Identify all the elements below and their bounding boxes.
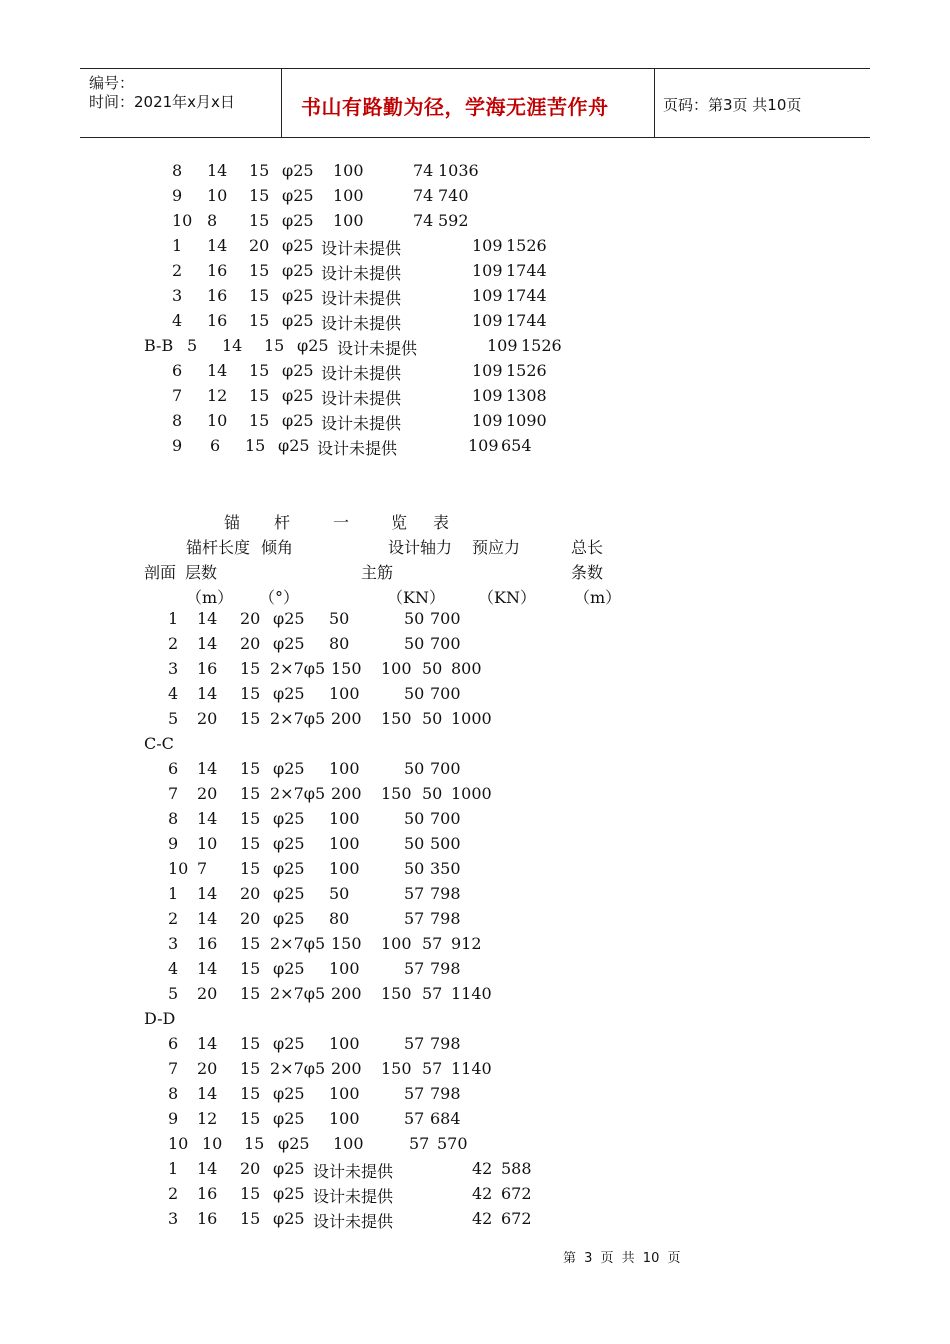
cell-rebar: φ25 [278, 436, 310, 455]
cell-length: 6 [210, 436, 221, 455]
unit-kn: （KN） [387, 588, 445, 607]
cell-total: 672 [501, 1184, 532, 1203]
header-motto-cell [281, 69, 654, 137]
cell-no: 8 [168, 1084, 179, 1103]
cell-count: 570 [437, 1134, 468, 1153]
cell-count: 350 [430, 859, 461, 878]
cell-length: 20 [197, 709, 218, 728]
cell-axial: 100 [329, 684, 360, 703]
cell-no: 8 [172, 411, 183, 430]
cell-no: 6 [168, 1034, 179, 1053]
cell-axial: 50 [329, 609, 350, 628]
cell-angle: 20 [240, 609, 261, 628]
cell-no: 3 [168, 1209, 179, 1228]
cell-prestress: 74 [413, 161, 434, 180]
cell-prestress: 100 [381, 934, 412, 953]
cell-angle: 15 [249, 311, 270, 330]
cell-rebar: φ25 [273, 759, 305, 778]
cell-no: 1 [168, 609, 179, 628]
cell-angle: 15 [249, 161, 270, 180]
cell-angle: 15 [264, 336, 285, 355]
cell-rebar: φ25 [273, 1034, 305, 1053]
cell-count: 1000 [451, 784, 492, 803]
header-layers: 层数 [185, 563, 218, 582]
cell-length: 14 [207, 236, 228, 255]
cell-length: 14 [222, 336, 243, 355]
cell-no: 2 [172, 261, 183, 280]
cell-rebar: 2×7φ5 [270, 1059, 326, 1078]
cell-length: 20 [197, 1059, 218, 1078]
cell-length: 10 [202, 1134, 223, 1153]
cell-axial: 100 [329, 834, 360, 853]
cell-total: 1526 [506, 236, 547, 255]
cell-total: 1744 [506, 311, 547, 330]
cell-axial: 设计未提供 [313, 1187, 394, 1206]
cell-rebar: φ25 [273, 634, 305, 653]
cell-axial: 100 [329, 959, 360, 978]
cell-total: 1308 [506, 386, 547, 405]
cell-angle: 15 [240, 809, 261, 828]
cell-axial: 150 [331, 934, 362, 953]
unit-kn: （KN） [478, 588, 536, 607]
cell-count: 1140 [451, 984, 492, 1003]
cell-no: 3 [168, 934, 179, 953]
cell-axial: 100 [333, 1134, 364, 1153]
page-header [80, 68, 870, 138]
cell-no: 2 [168, 1184, 179, 1203]
cell-length: 16 [197, 934, 218, 953]
cell-rebar: φ25 [273, 609, 305, 628]
cell-angle: 20 [249, 236, 270, 255]
cell-no: 2 [168, 634, 179, 653]
cell-prestress: 109 [472, 411, 503, 430]
cell-prestress: 100 [381, 659, 412, 678]
cell-no: 5 [168, 709, 179, 728]
cell-count: 684 [430, 1109, 461, 1128]
cell-no: 4 [168, 684, 179, 703]
cell-no: 5 [187, 336, 198, 355]
cell-no: 3 [168, 659, 179, 678]
cell-angle: 15 [240, 759, 261, 778]
cell-length: 20 [197, 784, 218, 803]
cell-angle: 15 [240, 834, 261, 853]
header-total: 总长 [571, 538, 604, 557]
cell-total: 1526 [521, 336, 562, 355]
cell-angle: 15 [249, 211, 270, 230]
cell-no: 9 [172, 436, 183, 455]
section-label: B-B [144, 336, 174, 355]
cell-rebar: φ25 [282, 236, 314, 255]
cell-rebar: φ25 [273, 959, 305, 978]
cell-prestress: 150 [381, 1059, 412, 1078]
cell-rebar: φ25 [282, 286, 314, 305]
cell-length: 20 [197, 984, 218, 1003]
cell-length: 10 [207, 186, 228, 205]
cell-rebar: 2×7φ5 [270, 984, 326, 1003]
cell-axial: 设计未提供 [321, 414, 402, 433]
header-length: 锚杆长度 [186, 538, 251, 557]
header-section: 剖面 [144, 563, 177, 582]
cell-prestress: 150 [381, 784, 412, 803]
cell-angle: 15 [240, 659, 261, 678]
cell-angle: 15 [249, 411, 270, 430]
cell-rebar: φ25 [273, 859, 305, 878]
cell-count: 1000 [451, 709, 492, 728]
cell-count: 500 [430, 834, 461, 853]
cell-axial: 100 [329, 1034, 360, 1053]
cell-prestress: 109 [472, 286, 503, 305]
cell-no: 9 [168, 834, 179, 853]
cell-axial: 150 [331, 659, 362, 678]
cell-length: 10 [207, 411, 228, 430]
cell-total: 740 [438, 186, 469, 205]
header-prestress: 预应力 [472, 538, 521, 557]
cell-no: 7 [168, 784, 179, 803]
cell-length: 14 [197, 909, 218, 928]
cell-total: 1744 [506, 261, 547, 280]
cell-rebar: 2×7φ5 [270, 659, 326, 678]
cell-rebar: φ25 [273, 1209, 305, 1228]
cell-angle: 20 [240, 634, 261, 653]
cell-angle: 20 [240, 884, 261, 903]
title-char: 览 [391, 513, 408, 532]
cell-axial: 200 [331, 984, 362, 1003]
cell-axial: 80 [329, 634, 350, 653]
cell-length: 14 [197, 609, 218, 628]
cell-count: 700 [430, 809, 461, 828]
unit-m: （m） [186, 588, 234, 607]
cell-count: 798 [430, 959, 461, 978]
cell-no: 10 [168, 1134, 189, 1153]
cell-no: 1 [172, 236, 183, 255]
cell-count: 1140 [451, 1059, 492, 1078]
cell-count: 700 [430, 684, 461, 703]
cell-axial: 设计未提供 [321, 389, 402, 408]
cell-no: 5 [168, 984, 179, 1003]
cell-no: 4 [168, 959, 179, 978]
cell-total: 588 [501, 1159, 532, 1178]
header-page-cell [654, 69, 870, 137]
cell-angle: 15 [240, 984, 261, 1003]
cell-no: 6 [172, 361, 183, 380]
section-label: C-C [144, 734, 174, 753]
cell-no: 10 [172, 211, 193, 230]
cell-prestress: 109 [472, 386, 503, 405]
cell-rebar: φ25 [273, 834, 305, 853]
section-label: D-D [144, 1009, 176, 1028]
cell-no: 4 [172, 311, 183, 330]
cell-total: 672 [501, 1209, 532, 1228]
cell-prestress: 109 [472, 311, 503, 330]
unit-m: （m） [574, 588, 622, 607]
cell-count: 798 [430, 1084, 461, 1103]
cell-count: 912 [451, 934, 482, 953]
cell-length: 16 [197, 659, 218, 678]
cell-prestress: 42 [472, 1209, 493, 1228]
cell-total: 57 [409, 1134, 430, 1153]
time-label: 时间：2021年x月x日 [89, 93, 235, 111]
cell-no: 6 [168, 759, 179, 778]
cell-length: 16 [197, 1184, 218, 1203]
cell-rebar: φ25 [282, 186, 314, 205]
cell-axial: 80 [329, 909, 350, 928]
cell-angle: 15 [240, 959, 261, 978]
unit-deg: （°） [259, 588, 300, 607]
cell-length: 14 [197, 959, 218, 978]
cell-length: 7 [197, 859, 208, 878]
cell-rebar: φ25 [282, 361, 314, 380]
title-char: 一 [333, 513, 350, 532]
cell-rebar: φ25 [278, 1134, 310, 1153]
cell-no: 7 [168, 1059, 179, 1078]
cell-total: 57 [404, 1084, 425, 1103]
cell-length: 12 [197, 1109, 218, 1128]
cell-angle: 15 [240, 1184, 261, 1203]
cell-angle: 15 [240, 1084, 261, 1103]
cell-no: 1 [168, 1159, 179, 1178]
cell-length: 16 [207, 311, 228, 330]
cell-rebar: φ25 [273, 884, 305, 903]
cell-prestress: 109 [472, 236, 503, 255]
cell-angle: 15 [240, 784, 261, 803]
header-info-cell [80, 69, 281, 137]
cell-total: 57 [404, 909, 425, 928]
cell-no: 8 [168, 809, 179, 828]
cell-no: 8 [172, 161, 183, 180]
cell-axial: 100 [329, 859, 360, 878]
cell-prestress: 109 [487, 336, 518, 355]
cell-total: 1526 [506, 361, 547, 380]
header-rebar: 主筋 [361, 563, 394, 582]
cell-axial: 设计未提供 [321, 264, 402, 283]
cell-length: 10 [197, 834, 218, 853]
cell-rebar: φ25 [282, 386, 314, 405]
cell-length: 14 [197, 1159, 218, 1178]
cell-rebar: φ25 [273, 809, 305, 828]
cell-prestress: 74 [413, 211, 434, 230]
cell-rebar: φ25 [273, 684, 305, 703]
cell-axial: 设计未提供 [313, 1162, 394, 1181]
cell-axial: 设计未提供 [321, 289, 402, 308]
cell-total: 57 [422, 934, 443, 953]
cell-length: 14 [197, 634, 218, 653]
cell-prestress: 109 [472, 361, 503, 380]
cell-axial: 设计未提供 [317, 439, 398, 458]
cell-axial: 设计未提供 [321, 364, 402, 383]
cell-count: 798 [430, 909, 461, 928]
cell-angle: 15 [249, 261, 270, 280]
cell-total: 50 [404, 759, 425, 778]
cell-total: 50 [404, 859, 425, 878]
cell-rebar: φ25 [273, 1109, 305, 1128]
cell-axial: 100 [333, 186, 364, 205]
cell-axial: 50 [329, 884, 350, 903]
cell-axial: 100 [333, 161, 364, 180]
cell-angle: 15 [245, 436, 266, 455]
cell-no: 7 [172, 386, 183, 405]
cell-total: 50 [404, 634, 425, 653]
header-count: 条数 [571, 563, 604, 582]
cell-prestress: 109 [468, 436, 499, 455]
cell-no: 10 [168, 859, 189, 878]
cell-total: 50 [404, 834, 425, 853]
cell-length: 12 [207, 386, 228, 405]
cell-axial: 100 [329, 1109, 360, 1128]
cell-total: 50 [404, 609, 425, 628]
header-axial: 设计轴力 [388, 538, 453, 557]
cell-count: 798 [430, 884, 461, 903]
cell-rebar: φ25 [282, 261, 314, 280]
cell-total: 1090 [506, 411, 547, 430]
cell-rebar: 2×7φ5 [270, 934, 326, 953]
cell-total: 57 [404, 884, 425, 903]
cell-total: 50 [404, 684, 425, 703]
cell-axial: 设计未提供 [313, 1212, 394, 1231]
cell-total: 50 [404, 809, 425, 828]
cell-total: 654 [501, 436, 532, 455]
cell-prestress: 109 [472, 261, 503, 280]
cell-length: 14 [197, 809, 218, 828]
cell-angle: 15 [249, 186, 270, 205]
cell-rebar: φ25 [297, 336, 329, 355]
cell-prestress: 42 [472, 1159, 493, 1178]
cell-angle: 20 [240, 909, 261, 928]
cell-total: 57 [404, 1034, 425, 1053]
cell-angle: 20 [240, 1159, 261, 1178]
cell-rebar: 2×7φ5 [270, 784, 326, 803]
cell-length: 14 [197, 884, 218, 903]
cell-axial: 设计未提供 [321, 314, 402, 333]
cell-axial: 设计未提供 [337, 339, 418, 358]
cell-axial: 100 [333, 211, 364, 230]
cell-no: 9 [168, 1109, 179, 1128]
cell-total: 50 [422, 659, 443, 678]
cell-rebar: φ25 [282, 311, 314, 330]
cell-rebar: φ25 [273, 1084, 305, 1103]
header-angle: 倾角 [261, 538, 294, 557]
cell-axial: 100 [329, 809, 360, 828]
cell-total: 592 [438, 211, 469, 230]
cell-angle: 15 [249, 286, 270, 305]
cell-length: 16 [207, 261, 228, 280]
cell-total: 57 [404, 1109, 425, 1128]
cell-no: 1 [168, 884, 179, 903]
cell-no: 9 [172, 186, 183, 205]
cell-rebar: φ25 [273, 1159, 305, 1178]
cell-prestress: 74 [413, 186, 434, 205]
cell-axial: 200 [331, 784, 362, 803]
cell-rebar: φ25 [282, 211, 314, 230]
cell-total: 1036 [438, 161, 479, 180]
cell-axial: 200 [331, 709, 362, 728]
cell-length: 14 [207, 361, 228, 380]
cell-prestress: 150 [381, 984, 412, 1003]
cell-count: 700 [430, 759, 461, 778]
title-char: 杆 [274, 513, 291, 532]
cell-total: 57 [422, 984, 443, 1003]
cell-total: 57 [404, 959, 425, 978]
cell-length: 14 [197, 1034, 218, 1053]
cell-count: 700 [430, 609, 461, 628]
cell-axial: 100 [329, 759, 360, 778]
cell-length: 14 [197, 759, 218, 778]
page-label: 页码：第3页 共10页 [663, 96, 802, 114]
cell-rebar: φ25 [282, 161, 314, 180]
page-footer: 第 3 页 共 10 页 [563, 1251, 681, 1266]
cell-angle: 15 [240, 1034, 261, 1053]
cell-angle: 15 [240, 709, 261, 728]
cell-rebar: φ25 [273, 909, 305, 928]
cell-total: 50 [422, 709, 443, 728]
cell-angle: 15 [240, 684, 261, 703]
cell-angle: 15 [249, 361, 270, 380]
cell-no: 2 [168, 909, 179, 928]
cell-total: 50 [422, 784, 443, 803]
motto: 书山有路勤为径，学海无涯苦作舟 [301, 95, 609, 119]
cell-angle: 15 [240, 1109, 261, 1128]
cell-length: 14 [207, 161, 228, 180]
cell-length: 8 [207, 211, 218, 230]
cell-count: 700 [430, 634, 461, 653]
cell-axial: 100 [329, 1084, 360, 1103]
title-char: 表 [433, 513, 450, 532]
cell-length: 16 [197, 1209, 218, 1228]
cell-angle: 15 [249, 386, 270, 405]
cell-no: 3 [172, 286, 183, 305]
cell-angle: 15 [240, 1209, 261, 1228]
cell-prestress: 42 [472, 1184, 493, 1203]
cell-total: 57 [422, 1059, 443, 1078]
cell-length: 14 [197, 684, 218, 703]
cell-count: 798 [430, 1034, 461, 1053]
cell-rebar: φ25 [273, 1184, 305, 1203]
cell-axial: 设计未提供 [321, 239, 402, 258]
title-char: 锚 [224, 513, 241, 532]
cell-angle: 15 [240, 1059, 261, 1078]
cell-length: 14 [197, 1084, 218, 1103]
cell-axial: 200 [331, 1059, 362, 1078]
cell-angle: 15 [244, 1134, 265, 1153]
cell-angle: 15 [240, 934, 261, 953]
cell-angle: 15 [240, 859, 261, 878]
cell-length: 16 [207, 286, 228, 305]
cell-total: 1744 [506, 286, 547, 305]
serial-label: 编号： [89, 74, 135, 92]
cell-prestress: 150 [381, 709, 412, 728]
cell-count: 800 [451, 659, 482, 678]
cell-rebar: φ25 [282, 411, 314, 430]
cell-rebar: 2×7φ5 [270, 709, 326, 728]
